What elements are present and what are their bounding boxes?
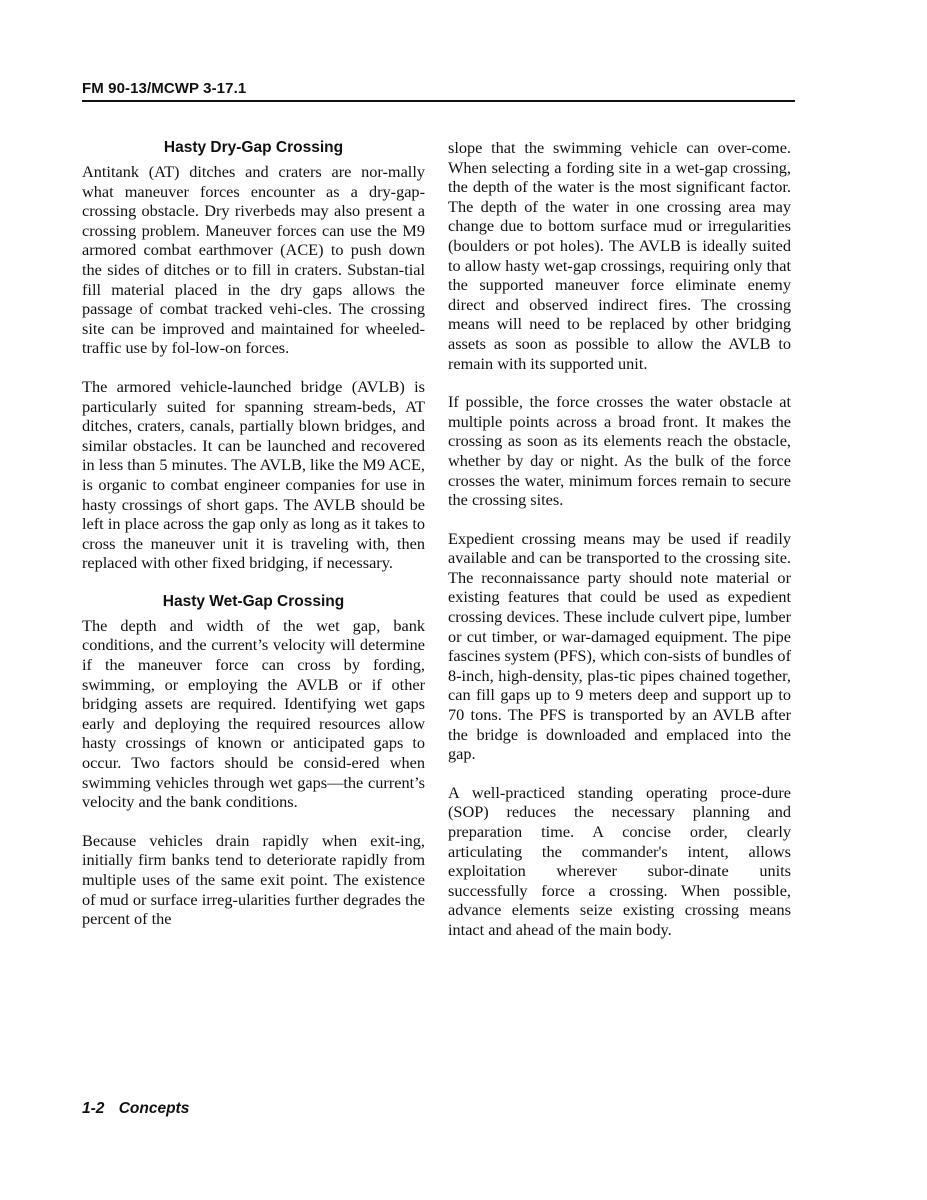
left-column: [82, 138, 425, 948]
section-heading: Hasty Dry-Gap Crossing: [163, 139, 344, 156]
paragraph: The depth and width of the wet gap, bank conditions, and the current’s velocity will determine if the maneuver force can cross by fording, swimming, or employing the AVLB or if other bridging assets are required. Identifying wet gaps early and deploying the required resources allow hasty crossings of known or anticipated gaps to occur. Two factors should be consid-ered when swimming vehicles through wet gaps—the current’s velocity and the bank conditions.: [82, 615, 425, 812]
section-heading: Hasty Wet-Gap Crossing: [162, 592, 345, 610]
paragraph: The armored vehicle-launched bridge (AVLB) is particularly suited for spanning stream-beds, AT ditches, craters, canals, partially blown bridges, and similar obstacles. It can be launched and recovered in less than 5 minutes. The AVLB, like the M9 ACE, is organic to combat engineer companies for use in hasty crossings of short gaps. The AVLB should be left in place across the gap only as long as it takes to cross the maneuver unit it is traveling with, then replaced with other fixed bridging, if necessary.: [82, 376, 425, 573]
document-title: FM 90-13/MCWP 3-17.1: [82, 80, 247, 97]
paragraph: Expedient crossing means may be used if readily available and can be transported to the crossing site. The reconnaissance party should note material or existing features that could be used as expedient crossing devices. These include culvert pipe, lumber or cut timber, or war-damaged equipment. The pipe fascines system (PFS), which con-sists of bundles of 8-inch, high-density, plas-tic pipes chained together, can fill gaps up to 9 meters deep and support up to 70 tons. The PFS is transported by an AVLB after the bridge is downloaded and emplaced into the gap.: [448, 528, 791, 764]
section-hasty-dry-gap-crossing: [82, 138, 425, 573]
paragraph: A well-practiced standing operating proce-dure (SOP) reduces the necessary planning and preparation time. A concise order, clearly articulating the commander's intent, allows exploitation wherever subor-dinate units successfully force a crossing. When possible, advance elements seize existing crossing means intact and ahead of the main body.: [448, 782, 791, 939]
chapter-title: Concepts: [118, 1100, 190, 1117]
running-header: [82, 80, 795, 102]
running-footer: [82, 1100, 189, 1118]
paragraph: Antitank (AT) ditches and craters are nor-mally what maneuver forces encounter as a dry-gap-crossing obstacle. Dry riverbeds may also present a crossing problem. Maneuver forces can use the M9 armored combat earthmover (ACE) to push down the sides of ditches or to fill in craters. Substan-tial fill material placed in the dry gaps allows the passage of combat tracked vehi-cles. The crossing site can be improved and maintained for wheeled-traffic use by fol-low-on forces.: [82, 162, 425, 358]
section-hasty-wet-gap-crossing: [82, 592, 425, 929]
paragraph: Because vehicles drain rapidly when exit-ing, initially firm banks tend to deteriorate rapidly from multiple uses of the same exit point. The existence of mud or surface irreg-ularities further degrades the percent of the: [82, 830, 425, 929]
paragraph: slope that the swimming vehicle can over-come. When selecting a fording site in a wet-gap crossing, the depth of the water is the most significant factor. The depth of the water in one crossing area may change due to bottom surface mud or irregularities (boulders or pot holes). The AVLB is ideally suited to allow hasty wet-gap crossings, requiring only that the supported maneuver force eliminate enemy direct and observed indirect fires. The crossing means will need to be replaced by other bridging assets as soon as possible to allow the AVLB to remain with its supported unit.: [448, 138, 791, 373]
page-number: 1-2: [82, 1100, 105, 1117]
right-column: [448, 138, 791, 959]
paragraph: If possible, the force crosses the water obstacle at multiple points across a broad front. It makes the crossing as soon as its elements reach the obstacle, whether by day or night. As the bulk of the force crosses the water, minimum forces remain to secure the crossing sites.: [448, 392, 791, 510]
